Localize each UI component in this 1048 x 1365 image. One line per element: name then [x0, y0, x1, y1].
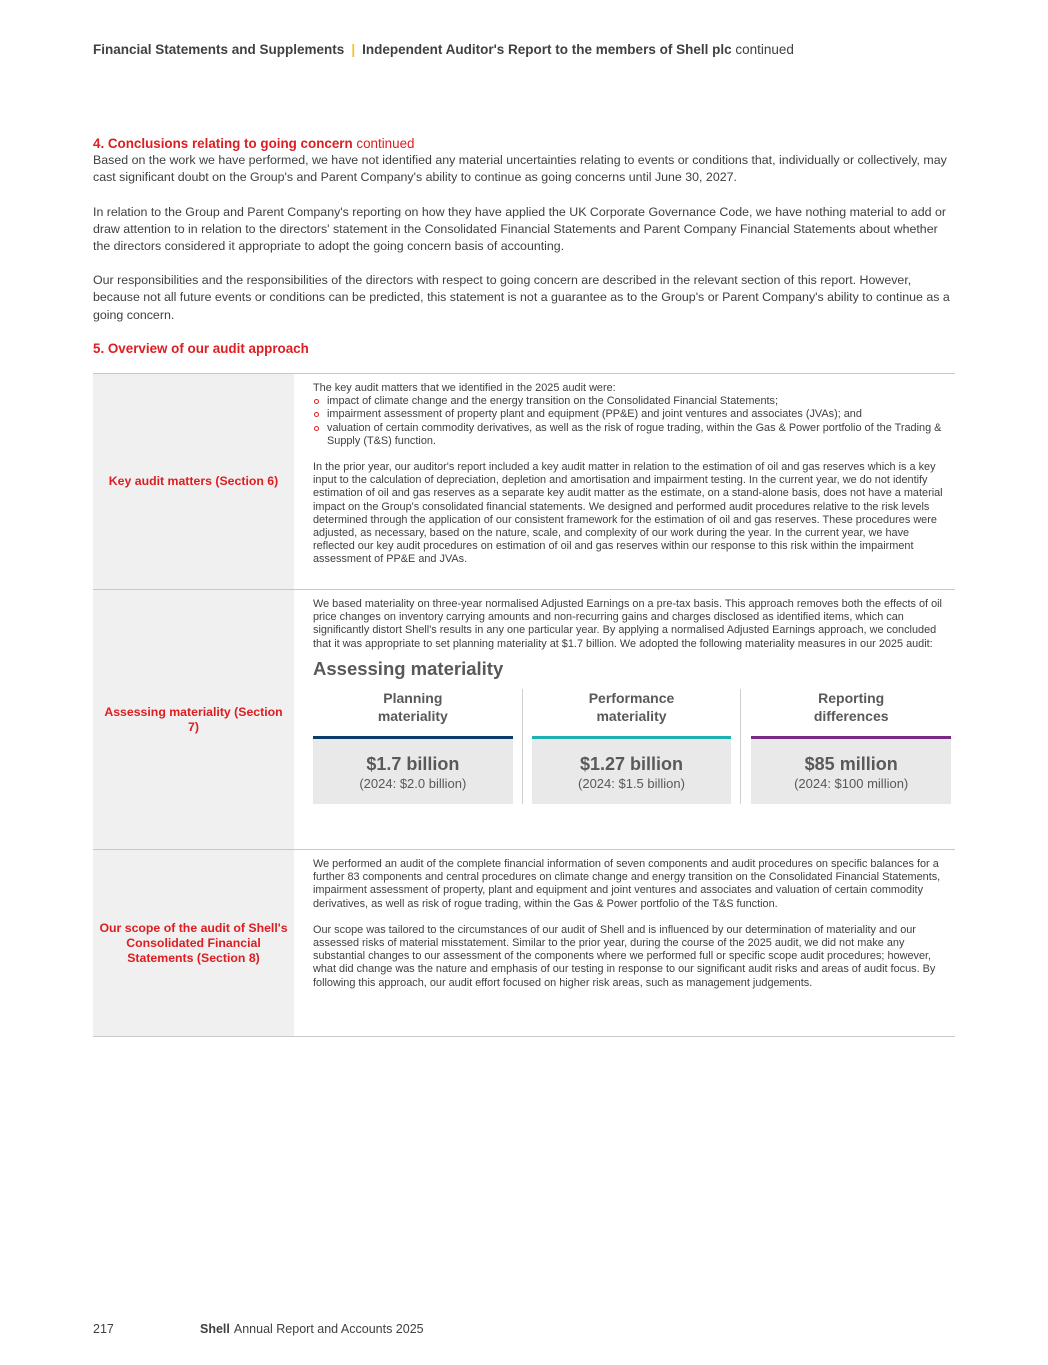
page-footer — [93, 1322, 424, 1336]
section4-title: 4. Conclusions relating to going concern — [93, 136, 353, 151]
performance-materiality-value: $1.27 billion — [579, 754, 684, 775]
footer-brand: Shell — [200, 1322, 230, 1336]
header-separator: | — [351, 42, 356, 57]
reporting-differences-card — [751, 689, 951, 804]
kam-intro: The key audit matters that we identified in the 2025 audit were: — [313, 382, 616, 394]
materiality-label: Assessing materiality (Section 7) — [93, 590, 294, 849]
materiality-figure — [313, 689, 951, 804]
section5-title: 5. Overview of our audit approach — [93, 341, 309, 356]
page-header — [93, 42, 794, 57]
kam-bullet: impairment assessment of property plant and equipment (PP&E) and joint ventures and associates (JVAs); and — [313, 408, 951, 421]
planning-materiality-prior: (2024: $2.0 billion) — [359, 776, 467, 792]
header-report-title: Independent Auditor's Report to the members of Shell plc — [362, 42, 732, 57]
header-section: Financial Statements and Supplements — [93, 42, 345, 57]
footer-title: Annual Report and Accounts 2025 — [233, 1322, 424, 1336]
kam-paragraph: In the prior year, our auditor's report included a key audit matter in relation to the estimation of oil and gas reserves which is a key input to the calculation of depreciation, depletion and amortisation and impairment testing. In the current year, we do not identify estimation of oil and gas reserves as a separate key audit matter as the estimate, on a stand-alone basis, does not have a material impact on the Group's consolidated financial statements. We designed and performed audit procedures relative to the risk levels determined through the application of our consistent framework for the estimation of oil and gas reserves. These procedures were adjusted, as necessary, based on the nature, scale, and complexity of our work during the year. In the current year, we have reflected our key audit procedures on estimation of oil and gas reserves within our response to this risk within the impairment assessment of PP&E and JVAs. — [313, 461, 943, 566]
performance-materiality-heading: Performance materiality — [588, 690, 675, 725]
going-concern-paragraph-3: Our responsibilities and the responsibilities of the directors with respect to going concern are described in the relevant section of this report. However, because not all future events or conditions can be predicted, this statement is not a guarantee as to the Group's or Parent Company's ability to continue as a going concern. — [93, 273, 950, 322]
materiality-figure-title: Assessing materiality — [313, 657, 504, 679]
kam-bullet: impact of climate change and the energy transition on the Consolidated Financial Statements; — [313, 395, 951, 408]
materiality-paragraph: We based materiality on three-year normalised Adjusted Earnings on a pre-tax basis. This approach removes both the effects of oil price changes on inventory carrying amounts and non-recurring gains and charges disclosed as identified items, which can significantly distort Shell's results in any one particular year. By applying a normalised Adjusted Earnings approach, we concluded that it was appropriate to set planning materiality at $1.7 billion. We adopted the following materiality measures in our 2025 audit: — [313, 598, 942, 650]
going-concern-paragraph-1: Based on the work we have performed, we have not identified any material uncertainties relating to events or conditions that, individually or collectively, may cast significant doubt on the Group's and Parent Company's ability to continue as going concerns until June 30, 2027. — [93, 153, 947, 185]
audit-scope-body — [294, 850, 955, 1036]
audit-scope-label: Our scope of the audit of Shell's Consolidated Financial Statements (Section 8) — [93, 850, 294, 1036]
row-audit-scope — [93, 850, 955, 1037]
reporting-differences-heading: Reporting differences — [813, 690, 889, 725]
section-going-concern — [93, 135, 958, 341]
scope-paragraph-2: Our scope was tailored to the circumstances of our audit of Shell and is influenced by our determination of materiality and our assessed risks of material misstatement. Similar to the prior year, during the course of the 2025 audit, we did not make any substantial changes to our assessment of the components where we performed full or specific scope audit procedures; however, what did change was the nature and emphasis of our testing in response to our significant audit risks and areas of audit focus. By following this approach, our audit effort focused on higher risk areas, such as management judgements. — [313, 923, 936, 989]
key-audit-matters-body — [294, 374, 955, 589]
reporting-differences-box — [751, 739, 951, 804]
key-audit-matters-label: Key audit matters (Section 6) — [93, 374, 294, 589]
going-concern-paragraph-2: In relation to the Group and Parent Company's reporting on how they have applied the UK Corporate Governance Code, we have nothing material to add or draw attention to in relation to the directors' statement in the Consolidated Financial Statements and Parent Company Financial Statements about whether the directors considered it appropriate to adopt the going concern basis of accounting. — [93, 204, 947, 254]
section4-heading — [93, 135, 958, 152]
performance-materiality-card — [532, 689, 732, 804]
planning-materiality-card — [313, 689, 513, 804]
performance-materiality-prior: (2024: $1.5 billion) — [578, 776, 685, 792]
planning-materiality-value: $1.7 billion — [366, 754, 460, 775]
planning-materiality-heading: Planning materiality — [377, 690, 448, 725]
header-continued: continued — [735, 42, 794, 57]
reporting-differences-value: $85 million — [804, 754, 898, 775]
materiality-body — [294, 590, 955, 849]
materiality-divider — [522, 689, 523, 804]
section4-continued: continued — [356, 136, 415, 151]
kam-bullet: valuation of certain commodity derivatives, as well as the risk of rogue trading, within the Gas & Power portfolio of the Trading & Supply (T&S) function. — [313, 422, 951, 448]
row-materiality — [93, 590, 955, 850]
audit-approach-table — [93, 373, 955, 1037]
scope-paragraph-1: We performed an audit of the complete financial information of seven components and audit procedures on specific balances for a further 83 components and central procedures on climate change and energy transition on the Consolidated Financial Statements, impairment assessment of property, plant and equipment and joint ventures and associates and valuation of certain commodity derivatives, as well as risk of rogue trading, within the Gas & Power portfolio of the T&S function. — [313, 858, 941, 910]
kam-bullet-list — [313, 395, 951, 448]
reporting-differences-prior: (2024: $100 million) — [794, 776, 909, 792]
materiality-divider — [740, 689, 741, 804]
planning-materiality-box — [313, 739, 513, 804]
performance-materiality-box — [532, 739, 732, 804]
page-number: 217 — [93, 1322, 114, 1336]
row-key-audit-matters — [93, 374, 955, 590]
